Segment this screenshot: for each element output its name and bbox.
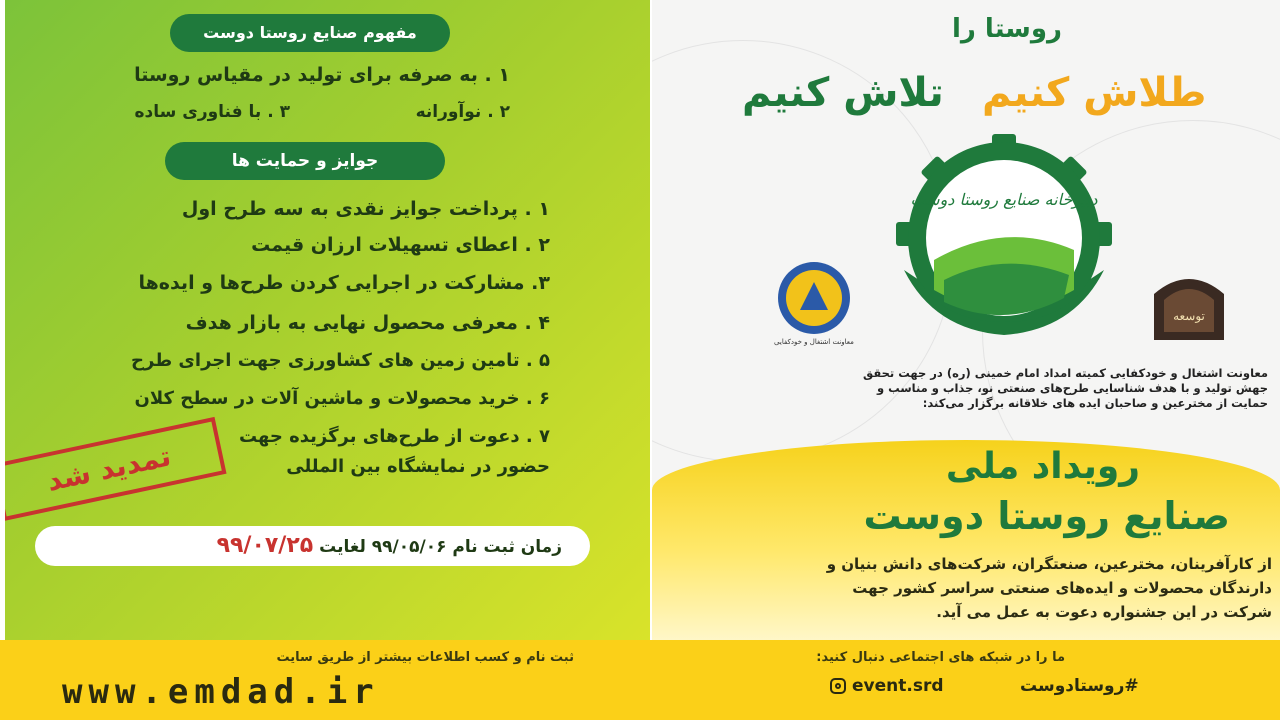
award-item-2: ۲ . اعطای تسهیلات ارزان قیمت bbox=[251, 234, 550, 256]
hashtag: #روستادوست bbox=[1020, 676, 1139, 696]
award-item-7-continued: حضور در نمایشگاه بین المللی bbox=[286, 456, 550, 477]
award-item-1: ۱ . پرداخت جوایز نقدی به سه طرح اول bbox=[181, 198, 550, 220]
development-emblem-icon bbox=[1144, 270, 1234, 346]
right-emblem-caption: توسعه bbox=[1173, 309, 1205, 323]
award-item-5: ۵ . تامین زمین های کشاورزی جهت اجرای طرح bbox=[131, 350, 550, 371]
intro-line: معاونت اشتغال و خودکفایی کمیته امداد امام خمینی (ره) در جهت تحقق bbox=[862, 366, 1268, 380]
social-note: ما را در شبکه های اجتماعی دنبال کنید: bbox=[816, 650, 1065, 665]
invite-line: دارندگان محصولات و ایده‌های صنعتی سراسر کشور جهت bbox=[852, 579, 1272, 597]
logo-calligraphy: دبیرخانه صنایع روستا دوست bbox=[910, 190, 1098, 209]
left-emblem-caption: معاونت اشتغال و خودکفایی bbox=[774, 338, 854, 346]
event-title-line-1: رویداد ملی bbox=[945, 446, 1140, 487]
instagram-icon bbox=[830, 678, 846, 694]
intro-line: حمایت از مخترعین و صاحبان ایده های خلاقانه برگزار می‌کند: bbox=[922, 396, 1268, 410]
instagram-handle[interactable] bbox=[830, 674, 944, 698]
concept-item-2: ۲ . نوآورانه bbox=[415, 102, 510, 122]
left-info-panel bbox=[5, 0, 650, 640]
gear-logo-icon bbox=[874, 130, 1134, 345]
award-item-7: ۷ . دعوت از طرح‌های برگزیده جهت bbox=[238, 426, 550, 447]
slogan-main-orange: طلاش کنیم bbox=[982, 70, 1207, 116]
website-link[interactable]: www.emdad.ir bbox=[62, 672, 380, 712]
award-item-4: ۴ . معرفی محصول نهایی به بازار هدف bbox=[185, 312, 550, 334]
concept-item-3: ۳ . با فناوری ساده bbox=[134, 102, 290, 122]
invite-line: از کارآفرینان، مخترعین، صنعتگران، شرکت‌های دانش بنیان و bbox=[826, 555, 1272, 573]
intro-line: جهش تولید و با هدف شناسایی طرح‌های صنعتی نو، جذاب و مناسب و bbox=[877, 381, 1268, 395]
concept-item-1: ۱ . به صرفه برای تولید در مقیاس روستا bbox=[134, 64, 510, 86]
intro-paragraph bbox=[668, 366, 1268, 411]
award-item-3: ۳. مشارکت در اجرایی کردن طرح‌ها و ایده‌ها bbox=[138, 272, 550, 294]
registration-deadline: ۹۹/۰۷/۲۵ bbox=[216, 533, 314, 558]
slogan-main-green: تلاش کنیم bbox=[742, 70, 944, 116]
instagram-handle-text: event.srd bbox=[852, 676, 944, 696]
footer bbox=[0, 640, 1280, 720]
slogan-top: روستا را bbox=[952, 14, 1063, 44]
website-note: ثبت نام و کسب اطلاعات بیشتر از طریق سایت bbox=[276, 650, 574, 665]
invitation-paragraph bbox=[662, 552, 1272, 624]
registration-period bbox=[35, 526, 590, 566]
awards-section-title: جوایز و حمایت ها bbox=[165, 142, 445, 180]
right-poster-panel bbox=[652, 0, 1280, 640]
relief-foundation-emblem-icon bbox=[770, 258, 858, 346]
registration-label: زمان ثبت نام ۹۹/۰۵/۰۶ لغایت bbox=[319, 537, 562, 557]
invite-line: شرکت در این جشنواره دعوت به عمل می آید. bbox=[936, 603, 1272, 621]
extended-stamp: تمدید شد bbox=[5, 417, 227, 521]
event-title-line-2: صنایع روستا دوست bbox=[863, 494, 1230, 538]
award-item-6: ۶ . خرید محصولات و ماشین آلات در سطح کلان bbox=[134, 388, 550, 409]
concept-section-title: مفهوم صنایع روستا دوست bbox=[170, 14, 450, 52]
